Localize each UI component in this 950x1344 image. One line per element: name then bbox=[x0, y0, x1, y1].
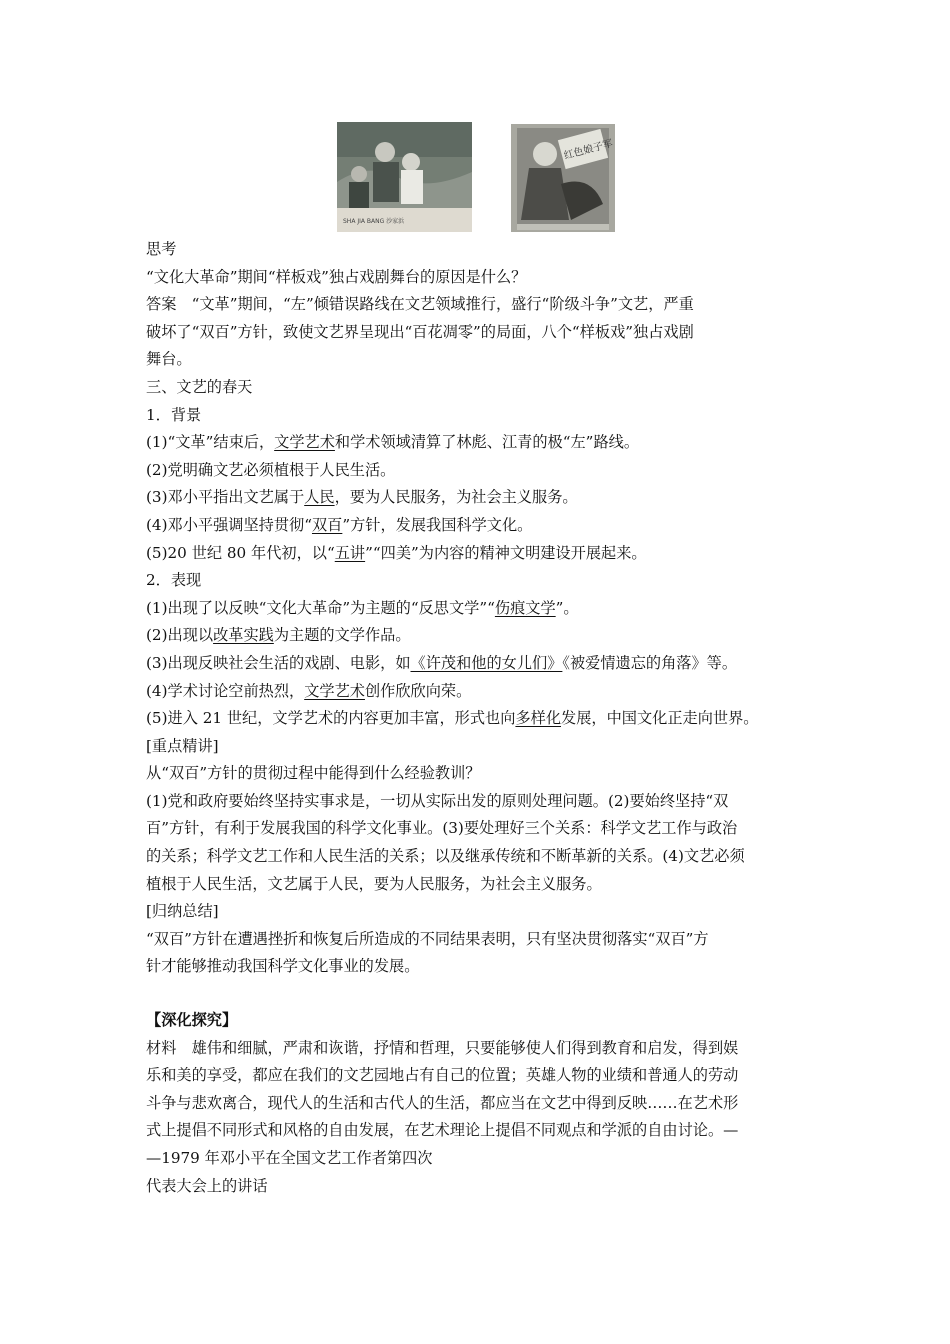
text-segment: (4)学术讨论空前热烈， bbox=[146, 681, 305, 700]
underlined-key-term: 伤痕文学 bbox=[494, 598, 556, 617]
manifestation-item-2 bbox=[146, 622, 806, 650]
text-segment: (1)“文革”结束后， bbox=[146, 433, 275, 452]
text-segment: 发展，中国文化正走向世界。 bbox=[561, 709, 759, 728]
image1-caption-text: SHA JIA BANG 沙家浜 bbox=[343, 218, 405, 225]
think-question: “文化大革命”期间“样板戏”独占戏剧舞台的原因是什么？ bbox=[146, 267, 527, 286]
background-title: 1．背景 bbox=[146, 405, 202, 424]
focus-line: 植根于人民生活，文艺属于人民，要为人民服务，为社会主义服务。 bbox=[146, 874, 602, 893]
text-segment: ”“四美”为内容的精神文明建设开展起来。 bbox=[365, 543, 647, 562]
deepen-line: 代表大会上的讲话 bbox=[146, 1176, 268, 1195]
underlined-key-term: 改革实践 bbox=[213, 626, 274, 645]
summary-line: “双百”方针在遭遇挫折和恢复后所造成的不同结果表明，只有坚决贯彻落实“双百”方 bbox=[146, 929, 709, 948]
deepen-line: 乐和美的享受，都应在我们的文艺园地占有自己的位置；英雄人物的业绩和普通人的劳动 bbox=[146, 1066, 739, 1085]
summary-title: [归纳总结] bbox=[146, 902, 219, 921]
deepen-line: 斗争与悲欢离合，现代人的生活和古代人的生活，都应当在文艺中得到反映……在艺术形 bbox=[146, 1093, 739, 1112]
text-segment: 为主题的文学作品。 bbox=[273, 626, 411, 645]
background-item-5 bbox=[146, 540, 806, 568]
deepen-line: 材料 雄伟和细腻，严肃和诙谐，抒情和哲理，只要能够使人们得到教育和启发，得到娱 bbox=[146, 1038, 739, 1057]
deepen-title: 【深化探究】 bbox=[146, 1011, 238, 1030]
manifestation-title: 2．表现 bbox=[146, 571, 202, 590]
text-segment: 和学术领域清算了林彪、江青的极“左”路线。 bbox=[334, 433, 640, 452]
text-segment: (1)出现了以反映“文化大革命”为主题的“反思文学”“ bbox=[146, 598, 495, 617]
underlined-key-term: 五讲 bbox=[334, 543, 366, 562]
underlined-key-term: 文学艺术 bbox=[304, 681, 365, 700]
manifestation-item-5 bbox=[146, 705, 806, 733]
text-segment: (3)出现反映社会生活的戏剧、电影，如 bbox=[146, 653, 411, 672]
deepen-line: 式上提倡不同形式和风格的自由发展，在艺术理论上提倡不同观点和学派的自由讨论。— bbox=[146, 1121, 739, 1140]
focus-line: (1)党和政府要始终坚持实事求是，一切从实际出发的原则处理问题。(2)要始终坚持“双 bbox=[146, 791, 729, 810]
text-segment: ”方针，发展我国科学文化。 bbox=[342, 515, 533, 534]
underlined-key-term: 双百 bbox=[311, 515, 343, 534]
poster-images bbox=[337, 122, 617, 234]
background-item-3 bbox=[146, 484, 806, 512]
text-segment: ”。 bbox=[555, 598, 579, 617]
document-body bbox=[146, 236, 806, 1200]
manifestation-item-4 bbox=[146, 678, 806, 706]
text-segment: 创作欣欣向荣。 bbox=[364, 681, 472, 700]
shajiabang-poster-image bbox=[337, 122, 472, 232]
text-segment: 《被爱情遗忘的角落》等。 bbox=[562, 653, 738, 672]
text-segment: (2)出现以 bbox=[146, 626, 214, 645]
think-answer-line: 舞台。 bbox=[146, 350, 192, 369]
text-segment: (5)20 世纪 80 年代初，以“ bbox=[146, 543, 335, 562]
manifestation-item-3 bbox=[146, 650, 806, 678]
think-heading: 思考 bbox=[146, 240, 177, 258]
text-segment: (3)邓小平指出文艺属于 bbox=[146, 488, 305, 507]
red-detachment-poster-image bbox=[511, 124, 615, 232]
text-segment: ，要为人民服务，为社会主义服务。 bbox=[334, 488, 578, 507]
underlined-key-term: 《许茂和他的女儿们》 bbox=[410, 653, 563, 672]
deepen-line: —1979 年邓小平在全国文艺工作者第四次 bbox=[146, 1149, 433, 1167]
spacer bbox=[146, 981, 806, 1007]
focus-question: 从“双百”方针的贯彻过程中能得到什么经验教训？ bbox=[146, 764, 481, 783]
focus-line: 的关系；科学文艺工作和人民生活的关系；以及继承传统和不断革新的关系。(4)文艺必须 bbox=[146, 847, 745, 866]
underlined-key-term: 多样化 bbox=[515, 709, 561, 728]
focus-title: [重点精讲] bbox=[146, 736, 219, 755]
summary-line: 针才能够推动我国科学文化事业的发展。 bbox=[146, 957, 420, 976]
manifestation-item-1 bbox=[146, 595, 806, 623]
text-segment: (4)邓小平强调坚持贯彻“ bbox=[146, 515, 312, 534]
text-segment: (5)进入 21 世纪，文学艺术的内容更加丰富，形式也向 bbox=[146, 709, 516, 728]
think-answer-line: 答案 “文革”期间，“左”倾错误路线在文艺领域推行，盛行“阶级斗争”文艺，严重 bbox=[146, 295, 694, 314]
image2-caption-text: 红色娘子军 bbox=[562, 138, 615, 162]
underlined-key-term: 文学艺术 bbox=[274, 433, 335, 452]
background-item-1 bbox=[146, 429, 806, 457]
think-answer-line: 破坏了“双百”方针，致使文艺界呈现出“百花凋零”的局面，八个“样板戏”独占戏剧 bbox=[146, 322, 694, 341]
background-item-4 bbox=[146, 512, 806, 540]
section-title: 三、文艺的春天 bbox=[146, 377, 253, 396]
background-item-2: (2)党明确文艺必须植根于人民生活。 bbox=[146, 460, 396, 479]
focus-line: 百”方针，有利于发展我国的科学文化事业。(3)要处理好三个关系：科学文艺工作与政治 bbox=[146, 819, 738, 838]
underlined-key-term: 人民 bbox=[304, 488, 335, 507]
